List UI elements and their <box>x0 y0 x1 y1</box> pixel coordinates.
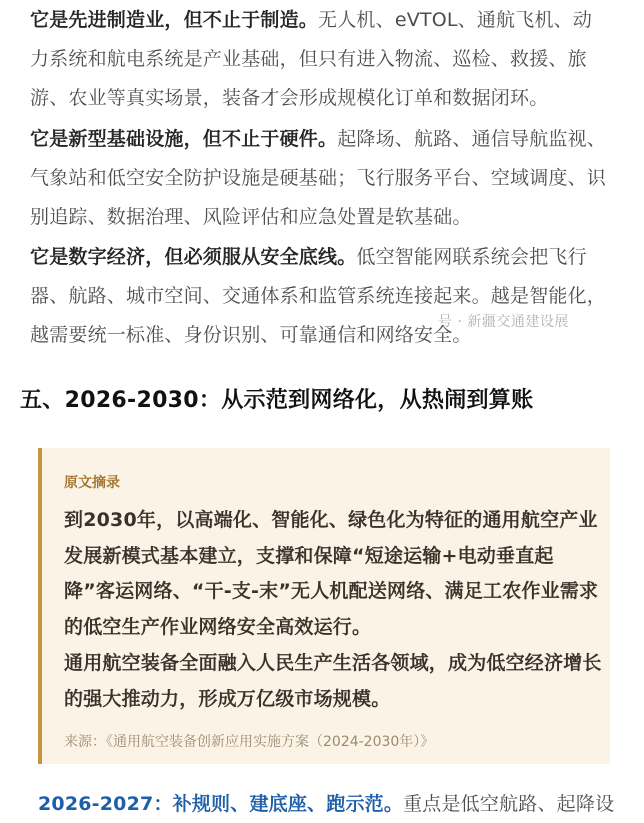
phase-body: 重点是低空航路、起降设 <box>403 793 615 815</box>
paragraph-lead: 它是新型基础设施，但不止于硬件。 <box>30 128 338 150</box>
quote-box <box>38 448 610 764</box>
paragraph-body: 低空智能网联系统会把飞行器、航路、城市空间、交通体系和监管系统连接起来。越是智能化，越需要统一标准、身份识别、可靠通信和网络安全。 <box>30 246 607 346</box>
paragraph-digital-economy <box>30 238 610 355</box>
section-title: 五、2026-2030：从示范到网络化，从热闹到算账 <box>20 388 534 413</box>
paragraph-lead: 它是先进制造业，但不止于制造。 <box>30 9 319 31</box>
quote-text-goal: 到2030年，以高端化、智能化、绿色化为特征的通用航空产业发展新模式基本建立，支撑和保障“短途运输+电动垂直起降”客运网络、“干-支-末”无人机配送网络、满足工农作业需求的低空生产作业网络安全高效运行。 <box>64 509 599 638</box>
paragraph-infrastructure <box>30 120 610 237</box>
quote-label: 原文摘录 <box>64 475 120 491</box>
paragraph-lead: 它是数字经济，但必须服从安全底线。 <box>30 246 357 268</box>
phase-lead: 2026-2027：补规则、建底座、跑示范。 <box>38 793 404 815</box>
watermark: 号 · 新疆交通建设展 <box>438 314 569 330</box>
phase-paragraph <box>38 789 614 816</box>
quote-text-market: 通用航空装备全面融入人民生产生活各领域，成为低空经济增长的强大推动力，形成万亿级市场规模。 <box>64 652 602 710</box>
paragraph-body: 起降场、航路、通信导航监视、气象站和低空安全防护设施是硬基础；飞行服务平台、空域调度、识别追踪、数据治理、风险评估和应急处置是软基础。 <box>30 128 607 228</box>
quote-source: 来源：《通用航空装备创新应用实施方案（2024-2030年）》 <box>64 734 435 750</box>
paragraph-body: 无人机、eVTOL、通航飞机、动力系统和航电系统是产业基础，但只有进入物流、巡检、救援、旅游、农业等真实场景，装备才会形成规模化订单和数据闭环。 <box>30 9 593 109</box>
paragraph-manufacturing <box>30 1 610 118</box>
